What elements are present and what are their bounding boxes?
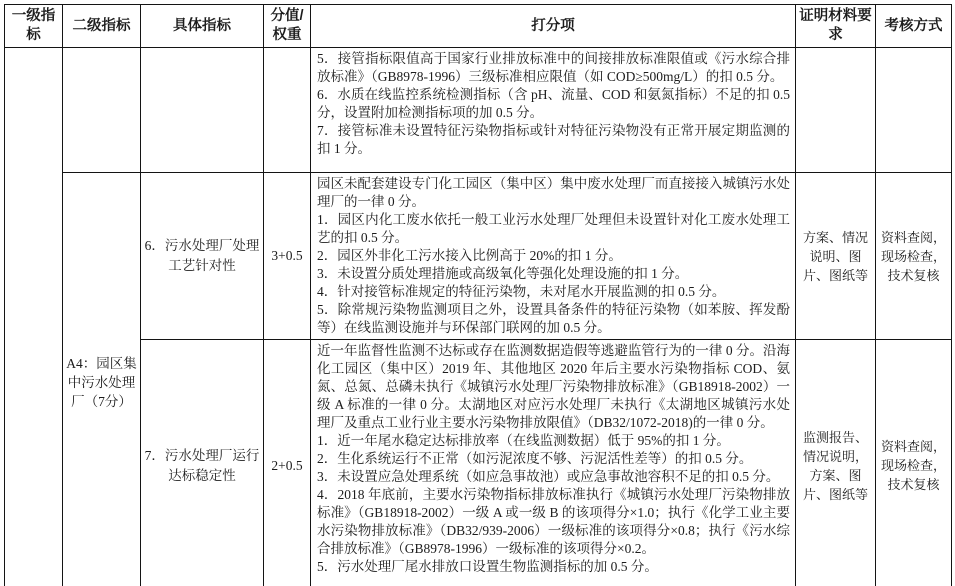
scoring-item: 5．除常规污染物监测项目之外，设置具备条件的特征污染物（如苯胺、挥发酚等）在线监测设施并与环保部门联网的加 0.5 分。 [317,302,790,335]
table-header-row [5,5,952,48]
cell-scoring-items-row2 [311,173,796,340]
cell-assessment-method-empty-row1 [876,48,952,173]
scoring-item: 7．接管标准未设置特征污染物指标或针对特征污染物没有正常开展定期监测的扣 1 分。 [317,123,790,156]
cell-proof-materials-empty-row1 [796,48,876,173]
scoring-item: 3．未设置应急处理系统（如应急事故池）或应急事故池容积不足的扣 0.5 分。 [317,469,780,484]
scoring-item: 4．2018 年底前，主要水污染物指标排放标准执行《城镇污水处理厂污染物排放标准》（GB18918-2002）一级 A 或一级 B 的该项得分×1.0；执行《化学工业主要水污染物排放标准》（DB32/939-2006）一级标准的该项得分×0.8；执行《污水综合排放标准》（GB8978-1996）一级标准的该项得分×0.2。 [317,487,790,556]
scoring-item: 2．生化系统运行不正常（如污泥浓度不够、污泥活性差等）的扣 0.5 分。 [317,451,753,466]
header-score-weight: 分值/权重 [264,5,311,48]
cell-specific-indicator-7: 7．污水处理厂运行达标稳定性 [141,340,264,586]
scoring-item: 6．水质在线监控系统检测指标（含 pH、流量、COD 和氨氮指标）不足的扣 0.5 分，设置附加检测指标项的加 0.5 分。 [317,87,790,120]
cell-assessment-method-row3: 资料查阅，现场检查，技术复核 [876,340,952,586]
cell-secondary-indicator-a4: A4：园区集中污水处理厂（7分） [63,173,141,586]
scoring-item: 1．近一年尾水稳定达标排放率（在线监测数据）低于 95%的扣 1 分。 [317,433,730,448]
cell-score-weight-7: 2+0.5 [264,340,311,586]
scoring-item: 2．园区外非化工污水接入比例高于 20%的扣 1 分。 [317,248,622,263]
cell-score-weight-empty-row1 [264,48,311,173]
cell-specific-indicator-empty-row1 [141,48,264,173]
scoring-item: 1．园区内化工废水依托一般工业污水处理厂处理但未设置针对化工废水处理工艺的扣 0.5 分。 [317,212,790,245]
cell-specific-indicator-6: 6．污水处理厂处理工艺针对性 [141,173,264,340]
scoring-item: 4．针对接管标准规定的特征污染物，未对尾水开展监测的扣 0.5 分。 [317,284,726,299]
table-row-1 [5,48,952,173]
cell-score-weight-6: 3+0.5 [264,173,311,340]
cell-secondary-indicator-empty-row1 [63,48,141,173]
header-secondary-indicator: 二级指标 [63,5,141,48]
cell-scoring-items-row1 [311,48,796,173]
header-scoring-items: 打分项 [311,5,796,48]
header-proof-materials: 证明材料要求 [796,5,876,48]
header-primary-indicator: 一级指标 [5,5,63,48]
cell-primary-indicator-empty [5,48,63,586]
indicator-score-table [4,4,952,586]
cell-proof-materials-row3: 监测报告、情况说明，方案、图片、图纸等 [796,340,876,586]
scoring-item: 5．接管指标限值高于国家行业排放标准中的间接排放标准限值或《污水综合排放标准》（GB8978-1996）三级标准相应限值（如 COD≥500mg/L）的扣 0.5 分。 [317,51,790,84]
cell-proof-materials-row2: 方案、情况说明、图片、图纸等 [796,173,876,340]
header-specific-indicator: 具体指标 [141,5,264,48]
table-row-2 [5,173,952,340]
scoring-item: 3．未设置分质处理措施或高级氧化等强化处理设施的扣 1 分。 [317,266,689,281]
scoring-item: 近一年监督性监测不达标或存在监测数据造假等逃避监管行为的一律 0 分。沿海化工园区（集中区）2019 年、其他地区 2020 年后主要水污染物指标 COD、氨氮、总氮、总磷未执行《城镇污水处理厂污染物排放标准》（GB18918-2002）一级 A 标准的一律 0 分。太湖地区对应污水处理厂未执行《太湖地区城镇污水处理厂及重点工业行业主要水污染物排放限值》（DB32/1072-2018)的一律 0 分。 [317,343,790,430]
cell-scoring-items-row3 [311,340,796,586]
cell-assessment-method-row2: 资料查阅，现场检查，技术复核 [876,173,952,340]
table-row-3 [5,340,952,586]
header-assessment-method: 考核方式 [876,5,952,48]
scoring-item: 园区未配套建设专门化工园区（集中区）集中废水处理厂而直接接入城镇污水处理厂的一律 0 分。 [317,176,790,209]
scoring-item: 5．污水处理厂尾水排放口设置生物监测指标的加 0.5 分。 [317,559,658,574]
